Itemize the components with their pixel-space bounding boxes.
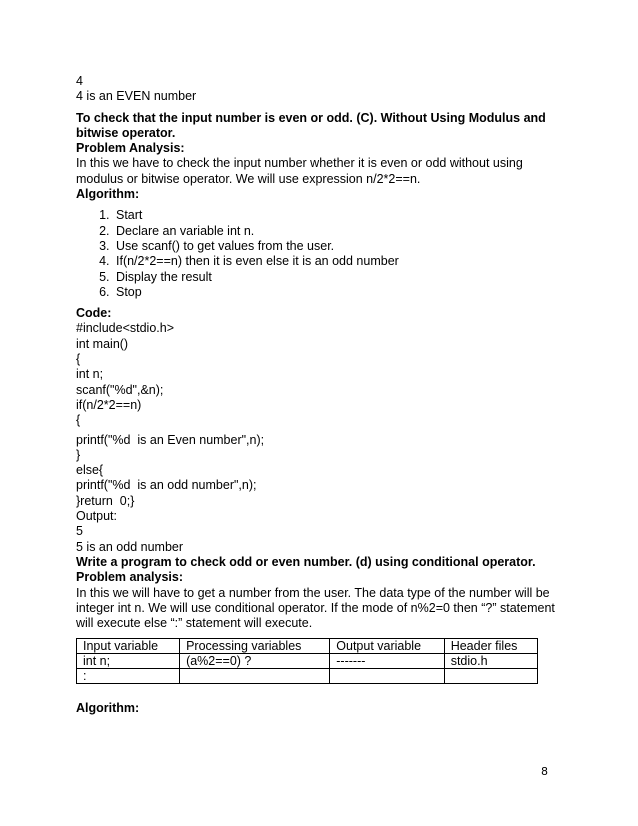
code-block bbox=[76, 321, 566, 554]
algorithm-step: 4. If(n/2*2==n) then it is even else it is an odd number bbox=[113, 254, 566, 269]
algorithm-heading: Algorithm: bbox=[76, 701, 140, 716]
algorithm-step: 1. Start bbox=[113, 208, 566, 223]
page-number: 8 bbox=[541, 765, 548, 778]
table-header-cell: Output variable bbox=[330, 639, 444, 654]
table-row bbox=[77, 669, 538, 684]
code-line: }return 0;} bbox=[76, 493, 135, 508]
algorithm-step: 2. Declare an variable int n. bbox=[113, 224, 566, 239]
table-header-cell: Header files bbox=[444, 639, 537, 654]
algorithm-step: 5. Display the result bbox=[113, 270, 566, 285]
code-line: printf("%d is an odd number",n); bbox=[76, 478, 257, 493]
table-cell: int n; bbox=[77, 654, 180, 669]
analysis-heading: Problem analysis: bbox=[76, 570, 183, 585]
code-line: { bbox=[76, 413, 81, 428]
table-cell: : bbox=[77, 669, 180, 684]
table-cell bbox=[444, 669, 537, 684]
code-line: if(n/2*2==n) bbox=[76, 397, 142, 412]
document-page bbox=[76, 74, 566, 717]
code-line: printf("%d is an Even number",n); bbox=[76, 432, 265, 447]
table-row bbox=[77, 654, 538, 669]
code-line: int main() bbox=[76, 336, 129, 351]
table-cell bbox=[330, 669, 444, 684]
code-heading: Code: bbox=[76, 306, 112, 321]
code-line: { bbox=[76, 352, 81, 367]
analysis-text: In this we have to check the input number whether it is even or odd without using modulus or bitwise operator. We will use expression n/2*2==n. bbox=[76, 156, 523, 186]
algorithm-step: 3. Use scanf() to get values from the user. bbox=[113, 239, 566, 254]
section-title: Write a program to check odd or even number. (d) using conditional operator. bbox=[76, 554, 536, 569]
output-label: Output: bbox=[76, 509, 117, 524]
variables-table bbox=[76, 638, 538, 684]
code-line: #include<stdio.h> bbox=[76, 321, 174, 336]
table-header-row bbox=[77, 639, 538, 654]
output-line: 4 bbox=[76, 74, 83, 88]
output-line: 5 bbox=[76, 524, 83, 539]
code-line: int n; bbox=[76, 367, 104, 382]
analysis-heading: Problem Analysis: bbox=[76, 141, 185, 156]
algorithm-list bbox=[76, 208, 566, 300]
code-line: else{ bbox=[76, 463, 104, 478]
output-line: 4 is an EVEN number bbox=[76, 89, 197, 104]
section-title: To check that the input number is even or odd. (C). Without Using Modulus and bitwise operator. bbox=[76, 110, 546, 140]
table-cell: ------- bbox=[330, 654, 444, 669]
code-line: scanf("%d",&n); bbox=[76, 382, 164, 397]
table-cell: (a%2==0) ? bbox=[180, 654, 330, 669]
table-cell: stdio.h bbox=[444, 654, 537, 669]
algorithm-step: 6. Stop bbox=[113, 285, 566, 300]
algorithm-heading: Algorithm: bbox=[76, 187, 140, 202]
code-line: } bbox=[76, 447, 81, 462]
analysis-text: In this we will have to get a number from the user. The data type of the number will be integer int n. We will use conditional operator. If the mode of n%2=0 then “?” statement will execute else “:” statement will execute. bbox=[76, 585, 555, 631]
output-line: 5 is an odd number bbox=[76, 539, 184, 554]
table-header-cell: Processing variables bbox=[180, 639, 330, 654]
table-cell bbox=[180, 669, 330, 684]
table-header-cell: Input variable bbox=[77, 639, 180, 654]
